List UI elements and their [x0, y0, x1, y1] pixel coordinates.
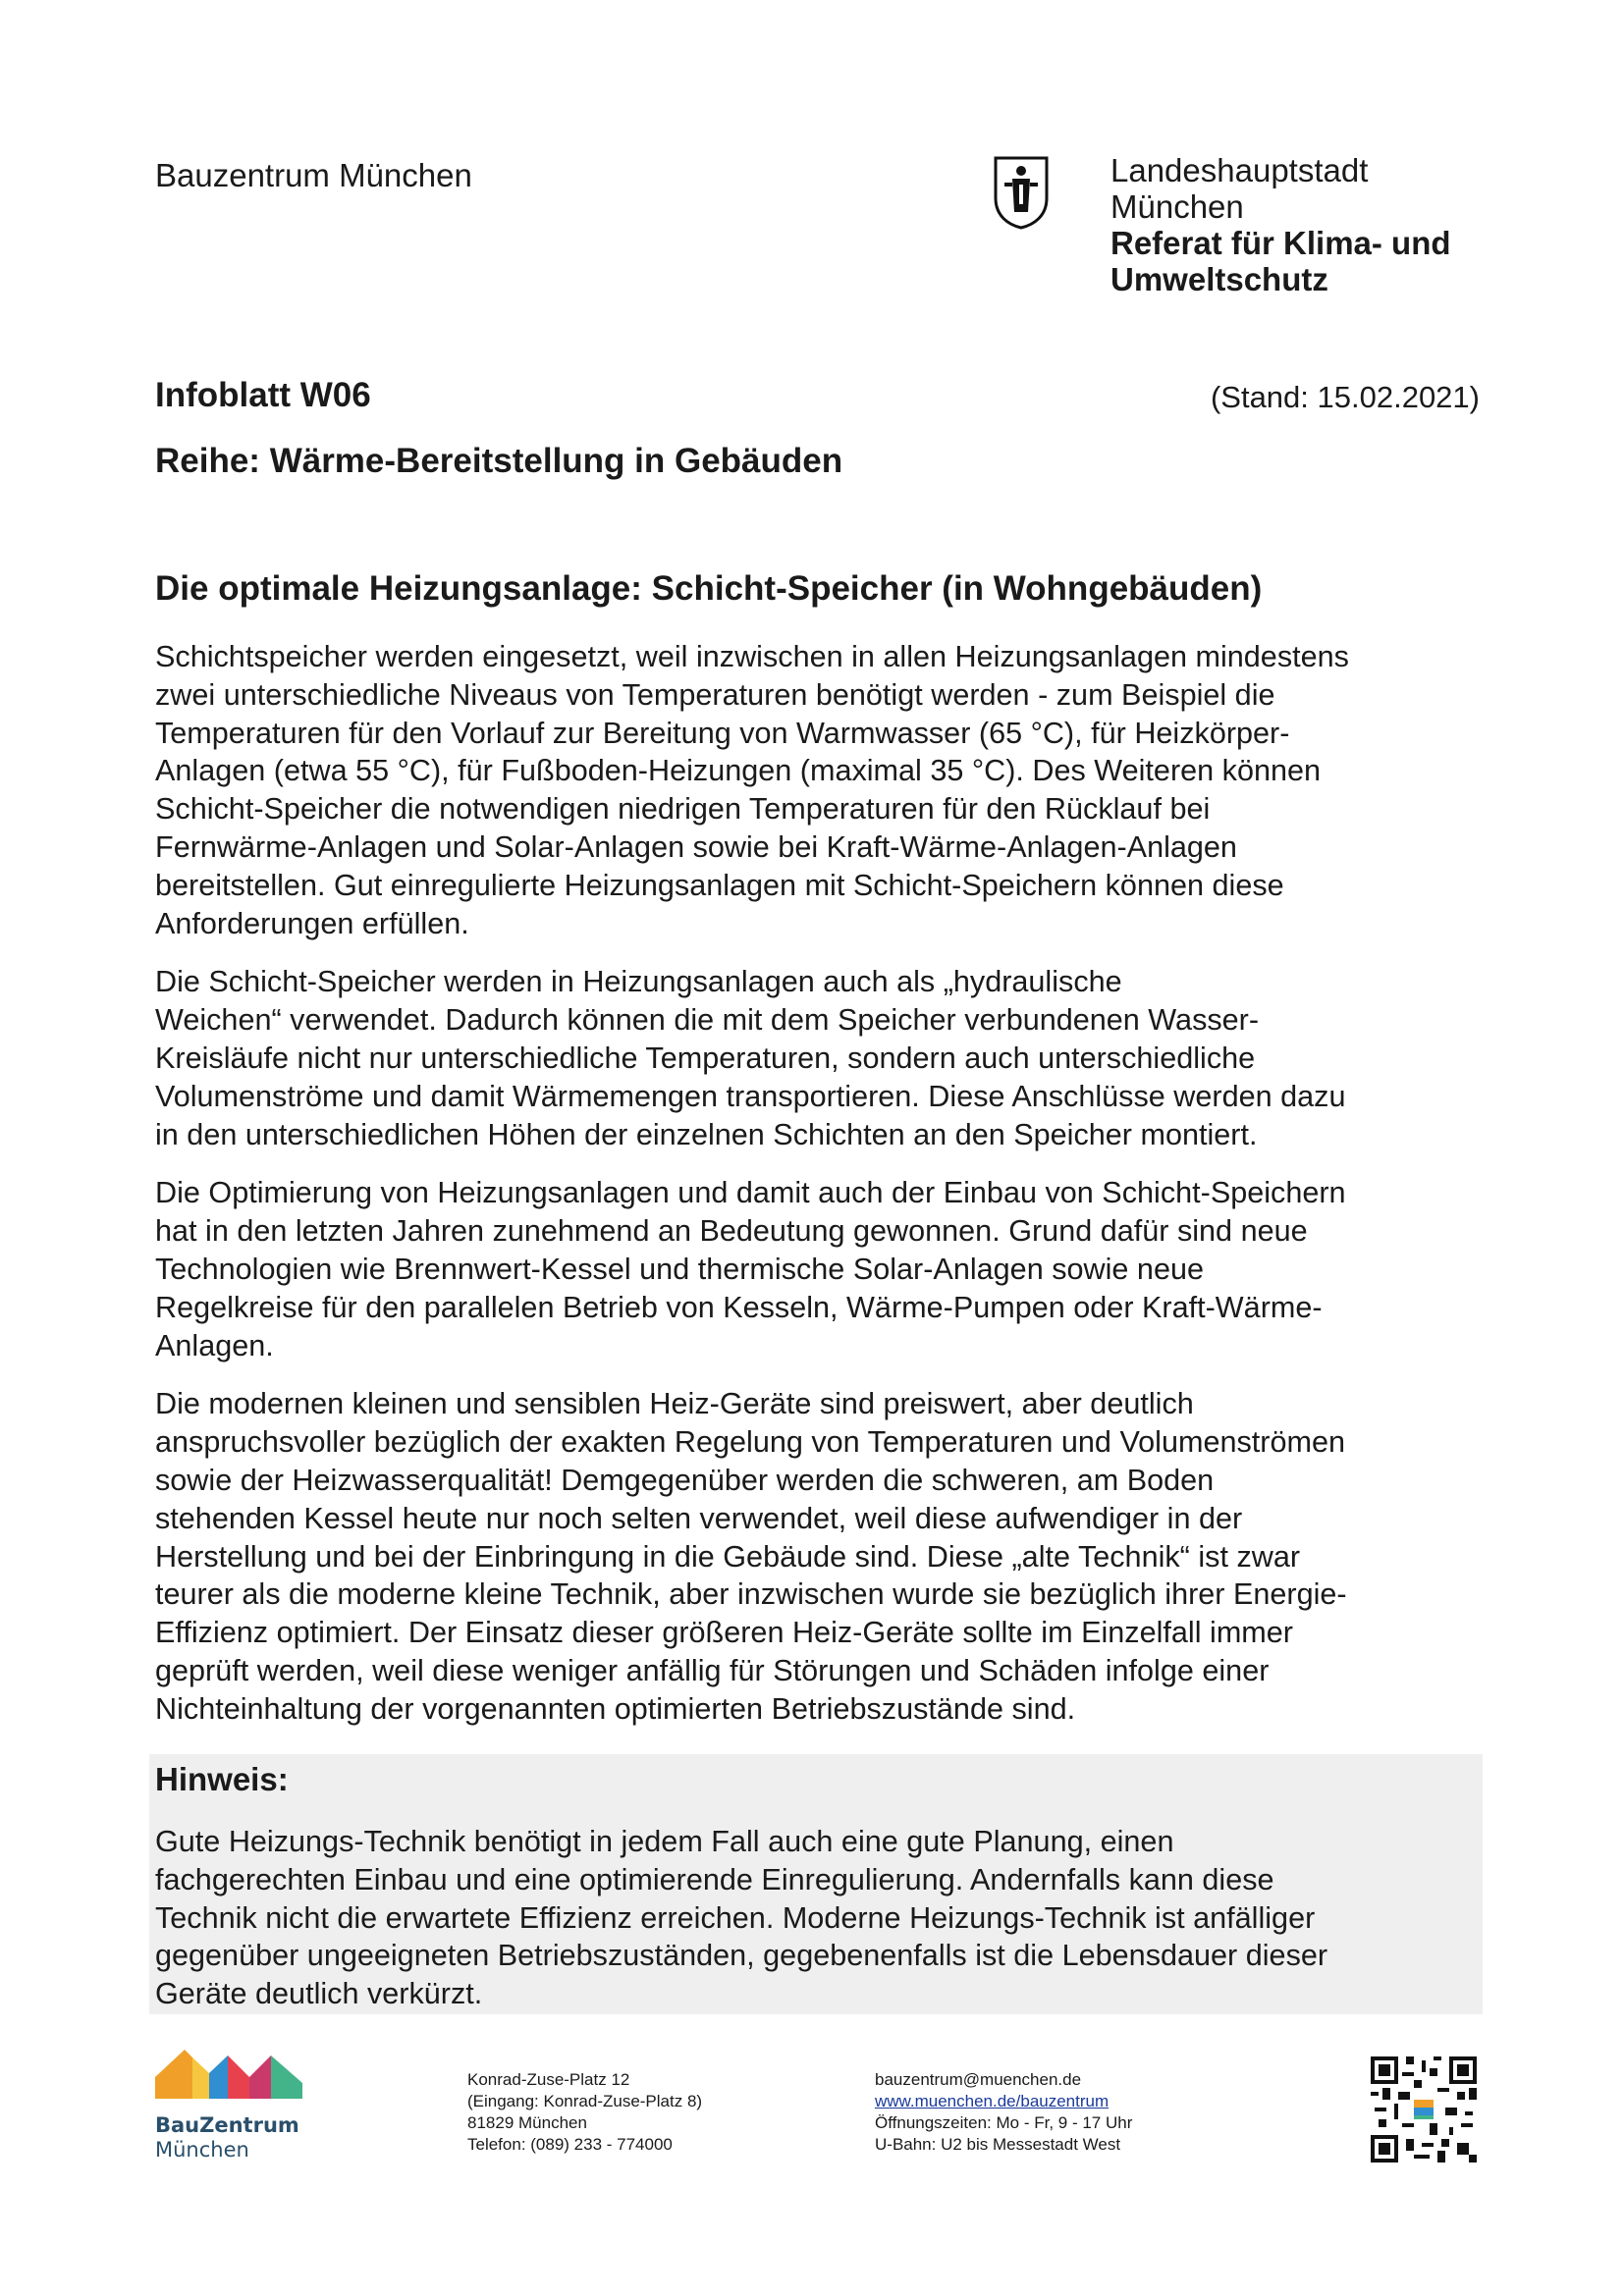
address-line: (Eingang: Konrad-Zuse-Platz 8): [467, 2092, 703, 2110]
logo-wordmark: [155, 2112, 299, 2162]
body-text: [155, 638, 1490, 1749]
text-line: teurer als die moderne kleine Technik, aber inzwischen wurde sie bezüglich ihrer Energie-: [155, 1577, 1347, 1612]
text-line: Geräte deutlich verkürzt.: [155, 1977, 483, 2011]
qr-code-icon: [1371, 2056, 1477, 2163]
text-line: stehenden Kessel heute nur noch selten verwendet, weil diese aufwendiger in der: [155, 1501, 1243, 1535]
note-text: [155, 1823, 1327, 2013]
department-line: Referat für Klima- und: [1110, 225, 1451, 261]
authority-block: [1110, 152, 1451, 297]
text-line: Die Optimierung von Heizungsanlagen und damit auch der Einbau von Schicht-Speichern: [155, 1176, 1346, 1210]
address-line: Konrad-Zuse-Platz 12: [467, 2070, 630, 2089]
logo-word-secondary: München: [155, 2138, 249, 2162]
text-line: Schicht-Speicher die notwendigen niedrigen Temperaturen für den Rücklauf bei: [155, 792, 1211, 827]
text-line: Anlagen (etwa 55 °C), für Fußboden-Heizungen (maximal 35 °C). Des Weiteren können: [155, 754, 1322, 788]
phone-line: Telefon: (089) 233 - 774000: [467, 2135, 673, 2154]
page-heading: Die optimale Heizungsanlage: Schicht-Speicher (in Wohngebäuden): [155, 569, 1263, 608]
document-id: Infoblatt W06: [155, 376, 371, 414]
paragraph-2: [155, 963, 1490, 1153]
text-line: anspruchsvoller bezüglich der exakten Regelung von Temperaturen und Volumenströmen: [155, 1425, 1346, 1460]
text-line: Anforderungen erfüllen.: [155, 906, 469, 940]
text-line: Nichteinhaltung der vorgenannten optimierten Betriebszustände sind.: [155, 1691, 1076, 1726]
note-title: Hinweis:: [155, 1761, 289, 1797]
text-line: Temperaturen für den Vorlauf zur Bereitung von Warmwasser (65 °C), für Heizkörper-: [155, 716, 1290, 750]
text-line: Effizienz optimiert. Der Einsatz dieser größeren Heiz-Geräte sollte im Einzelfall immer: [155, 1616, 1293, 1650]
text-line: Technologien wie Brennwert-Kessel und thermische Solar-Anlagen sowie neue: [155, 1252, 1204, 1286]
footer-contact: [875, 2069, 1132, 2156]
text-line: in den unterschiedlichen Höhen der einzelnen Schichten an den Speicher montiert.: [155, 1117, 1258, 1151]
website-link[interactable]: www.muenchen.de/bauzentrum: [875, 2092, 1110, 2110]
text-line: Fernwärme-Anlagen und Solar-Anlagen sowie bei Kraft-Wärme-Anlagen-Anlagen: [155, 829, 1237, 864]
footer-address: [467, 2069, 702, 2156]
text-line: Technik nicht die erwartete Effizienz erreichen. Moderne Heizungs-Technik ist anfälliger: [155, 1900, 1316, 1935]
text-line: zwei unterschiedliche Niveaus von Temperaturen benötigt werden - zum Beispiel die: [155, 677, 1275, 712]
text-line: Schichtspeicher werden eingesetzt, weil inzwischen in allen Heizungsanlagen mindestens: [155, 640, 1349, 673]
authority-line: München: [1110, 188, 1244, 225]
text-line: fachgerechten Einbau und eine optimierende Einregulierung. Andernfalls kann diese: [155, 1862, 1274, 1896]
text-line: Die modernen kleinen und sensiblen Heiz-Geräte sind preiswert, aber deutlich: [155, 1387, 1194, 1421]
opening-hours: Öffnungszeiten: Mo - Fr, 9 - 17 Uhr: [875, 2113, 1133, 2132]
text-line: Volumenströme und damit Wärmemengen transportieren. Diese Anschlüsse werden dazu: [155, 1079, 1346, 1113]
text-line: Die Schicht-Speicher werden in Heizungsanlagen auch als „hydraulische: [155, 965, 1122, 999]
text-line: bereitstellen. Gut einregulierte Heizungsanlagen mit Schicht-Speichern können diese: [155, 868, 1284, 902]
document-date: (Stand: 15.02.2021): [1210, 380, 1480, 414]
munich-city-seal-icon: [993, 155, 1050, 230]
logo-word-primary: BauZentrum: [155, 2113, 299, 2137]
transit-info: U-Bahn: U2 bis Messestadt West: [875, 2135, 1121, 2154]
text-line: Weichen“ verwendet. Dadurch können die mit dem Speicher verbundenen Wasser-: [155, 1003, 1260, 1038]
email-text: bauzentrum@muenchen.de: [875, 2070, 1082, 2089]
department-line: Umweltschutz: [1110, 261, 1328, 297]
paragraph-1: [155, 638, 1490, 942]
text-line: Gute Heizungs-Technik benötigt in jedem Fall auch eine gute Planung, einen: [155, 1825, 1174, 1858]
text-line: gegenüber ungeeigneten Betriebszuständen, gegebenenfalls ist die Lebensdauer dieser: [155, 1939, 1328, 1973]
text-line: Herstellung und bei der Einbringung in die Gebäude sind. Diese „alte Technik“ ist zwar: [155, 1539, 1301, 1574]
text-line: Regelkreise für den parallelen Betrieb von Kesseln, Wärme-Pumpen oder Kraft-Wärme-: [155, 1290, 1323, 1324]
text-line: geprüft werden, weil diese weniger anfällig für Störungen und Schäden infolge einer: [155, 1653, 1270, 1687]
address-line: 81829 München: [467, 2113, 587, 2132]
text-line: sowie der Heizwasserqualität! Demgegenüber werden die schweren, am Boden: [155, 1463, 1215, 1497]
paragraph-4: [155, 1385, 1490, 1728]
series-title: Reihe: Wärme-Bereitstellung in Gebäuden: [155, 442, 843, 480]
text-line: Anlagen.: [155, 1328, 274, 1362]
authority-line: Landeshauptstadt: [1110, 152, 1369, 188]
text-line: hat in den letzten Jahren zunehmend an Bedeutung gewonnen. Grund dafür sind neue: [155, 1214, 1308, 1249]
text-line: Kreisläufe nicht nur unterschiedliche Temperaturen, sondern auch unterschiedliche: [155, 1041, 1256, 1075]
organization-name: Bauzentrum München: [155, 157, 472, 193]
paragraph-3: [155, 1174, 1490, 1364]
